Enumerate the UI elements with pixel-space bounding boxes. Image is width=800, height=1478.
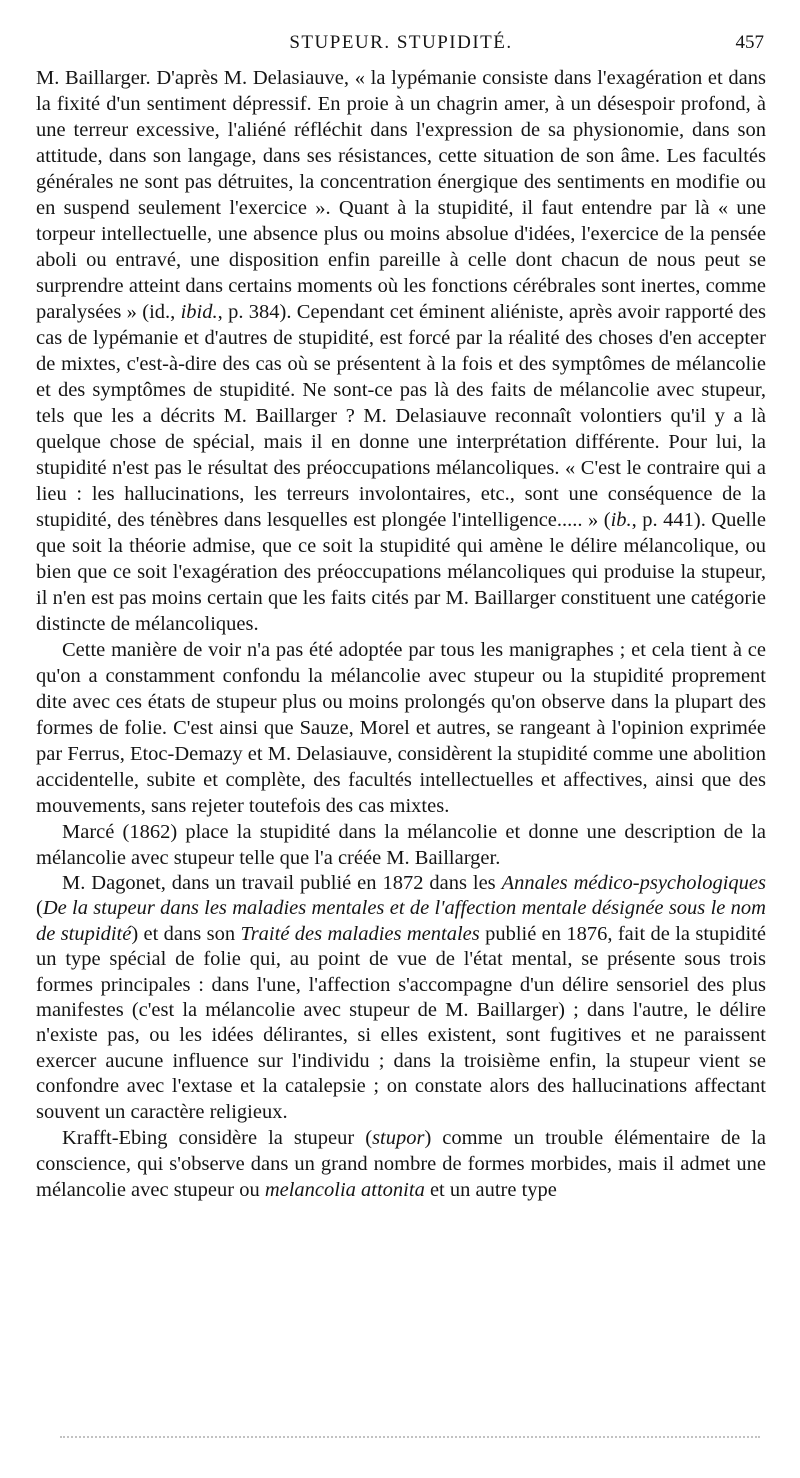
book-page bbox=[36, 0, 766, 1203]
article-title: De la stupeur dans les maladies mentales et de l'affection mentale désignée sous le nom de stupidité bbox=[36, 897, 766, 945]
paragraph-4-text-c: ) et dans son bbox=[131, 922, 241, 945]
paragraph-1 bbox=[36, 65, 766, 637]
term-melancolia-attonita: melancolia attonita bbox=[264, 1179, 425, 1202]
running-title: STUPEUR. STUPIDITÉ. bbox=[289, 32, 513, 53]
citation-ibid: ibid. bbox=[180, 301, 218, 323]
paragraph-4-text-d: publié en 1876, fait de la stupidité un type spécial de folie qui, au point de vue de l'état mental, se présente sous trois formes principales : dans l'une, l'affection s'accompagne d'un délire sensoriel des plus manifestes (c'est la mélancolie avec stupeur de M. Baillarger) ; dans l'autre, le délire n'existe pas, ou les idées délirantes, si elles existent, sont fugitives et ne paraissent exercer aucune influence sur l'individu ; dans la troisième enfin, la stupeur vient se confondre avec l'extase et la catalepsie ; on constate alors des hallucinations affectant souvent un caractère religieux. bbox=[36, 922, 766, 1123]
paragraph-5-text-b: ) comme un trouble élémentaire de la conscience, qui s'observe dans un grand nombre de formes morbides, mais il admet une mélancolie avec stupeur ou bbox=[36, 1127, 766, 1202]
page-header bbox=[36, 0, 766, 52]
citation-ib: ib. bbox=[610, 509, 632, 531]
paragraph-2: Cette manière de voir n'a pas été adoptée par tous les manigraphes ; et cela tient à ce qu'on a constamment confondu la mélancolie avec stupeur ou la stupidité proprement dite avec ces états de stupeur plus ou moins prolongés qu'on observe dans la plupart des formes de folie. C'est ainsi que Sauze, Morel et autres, se rangeant à l'opinion exprimée par Ferrus, Etoc-Demazy et M. Delasiauve, considèrent la stupidité comme une abolition accidentelle, subite et complète, des facultés intellectuelles et affectives, ainsi que des mouvements, sans rejeter toutefois des cas mixtes. bbox=[36, 639, 766, 817]
book-title: Traité des maladies mentales bbox=[240, 922, 480, 945]
paragraph-5-text-c: et un autre type bbox=[424, 1179, 557, 1202]
paragraph-4 bbox=[36, 871, 766, 1125]
paragraph-4-text-a: M. Dagonet, dans un travail publié en 1872 dans les bbox=[62, 872, 502, 894]
paragraph-1-text-b: , p. 384). Cependant cet éminent aliéniste, après avoir rapporté des cas de lypémanie et d'autres de stupidité, est forcé par la réalité des choses d'en accepter de mixtes, c'est-à-dire des cas où se présentent à la fois et des symptômes de mélancolie et des symptômes de stupidité. Ne sont-ce pas là des faits de mélancolie avec stupeur, tels que les a décrits M. Baillarger ? M. Delasiauve reconnaît volontiers qu'il y a là quelque chose de spécial, mais il en donne une interprétation différente. Pour lui, la stupidité n'est pas le résultat des préoccupations mélancoliques. « C'est le contraire qui a lieu : les hallucinations, les terreurs involontaires, etc., sont une conséquence de la stupidité, des ténèbres dans lesquelles est plongée l'intelligence..... » ( bbox=[36, 301, 766, 531]
paragraph-4-text-b: ( bbox=[36, 897, 43, 920]
paragraph-1-text-c: , p. 441). Quelle que soit la théorie admise, que ce soit la stupidité qui amène le délire mélancolique, ou bien que ce soit l'exagération des préoccupations mélancoliques qui produise la stupeur, il n'en est pas moins certain que les faits cités par M. Baillarger constituent une catégorie distincte de mélancoliques. bbox=[36, 509, 766, 635]
paragraph-5-text-a: Krafft-Ebing considère la stupeur ( bbox=[62, 1127, 373, 1150]
paragraph-5 bbox=[36, 1125, 766, 1203]
page-number: 457 bbox=[735, 32, 764, 53]
paragraph-1-text-a: M. Baillarger. D'après M. Delasiauve, « la lypémanie consiste dans l'exagération et dans la fixité d'un sentiment dépressif. En proie à un chagrin amer, à un désespoir profond, à une terreur excessive, l'aliéné réfléchit dans l'expression de sa physionomie, dans son attitude, dans son langage, dans ses résistances, cette situation de son âme. Les facultés générales ne sont pas détruites, la concentration énergique des sentiments en modifie ou en suspend seulement l'exercice ». Quant à la stupidité, il faut entendre par là « une torpeur intellectuelle, une absence plus ou moins absolue d'idées, l'exercice de la pensée aboli ou entravé, une disposition enfin pareille à celle dont chacun de nous peut se surprendre atteint dans certains moments où les fonctions cérébrales sont inertes, comme paralysées » (id., bbox=[36, 67, 766, 323]
term-stupor: stupor bbox=[372, 1127, 425, 1150]
bleed-through-line bbox=[60, 1436, 760, 1446]
journal-title: Annales médico-psychologiques bbox=[501, 872, 766, 894]
paragraph-3: Marcé (1862) place la stupidité dans la mélancolie et donne une description de la mélancolie avec stupeur telle que l'a créée M. Baillarger. bbox=[36, 821, 766, 869]
